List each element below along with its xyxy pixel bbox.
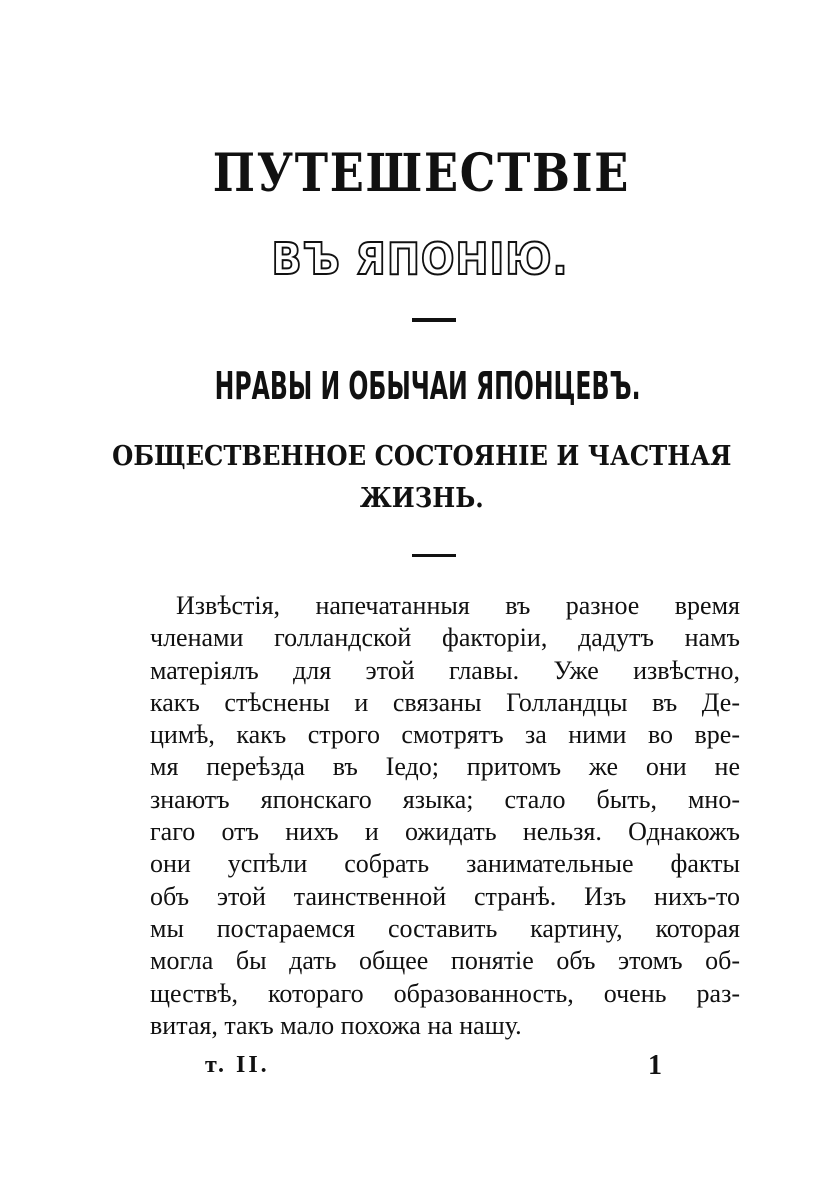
page-number: 1 — [648, 1050, 662, 1081]
text-line: ществѣ, котораго образованность, очень раз- — [150, 978, 740, 1008]
signature-mark: т. II. — [205, 1052, 270, 1078]
text-line: какъ стѣснены и связаны Голландцы въ Де- — [150, 687, 740, 717]
text-line: могла бы дать общее понятіе объ этомъ об- — [150, 946, 740, 976]
text-line: витая, такъ мало похожа на нашу. — [150, 1010, 522, 1040]
section-heading — [44, 436, 800, 520]
book-subtitle: ВЪ ЯПОНІЮ. — [271, 234, 569, 285]
text-line: матеріялъ для этой главы. Уже извѣстно, — [150, 655, 740, 685]
text-line: объ этой таинственной странѣ. Изъ нихъ-то — [150, 881, 740, 911]
text-line: членами голландской факторіи, дадутъ намъ — [150, 623, 740, 653]
section-heading-line-1: ОБЩЕСТВЕННОЕ СОСТОЯНІЕ И ЧАСТНАЯ — [112, 441, 732, 472]
section-divider — [412, 554, 456, 557]
body-paragraph — [150, 590, 740, 1042]
page-footer — [0, 1052, 840, 1086]
text-line: гаго отъ нихъ и ожидать нельзя. Однакожъ — [150, 817, 740, 847]
text-line: они успѣли собрать занимательные факты — [150, 849, 740, 879]
text-line: мя переѣзда въ Іедо; притомъ же они не — [150, 752, 740, 782]
section-heading-line-2: ЖИЗНЬ. — [359, 483, 484, 514]
text-line: знаютъ японскаго языка; стало быть, мно- — [150, 784, 740, 814]
title-divider — [412, 318, 456, 322]
text-line: цимѣ, какъ строго смотрятъ за ними во вре- — [150, 720, 740, 750]
chapter-heading: НРАВЫ И ОБЫЧАИ ЯПОНЦЕВЪ. — [214, 364, 641, 408]
book-title: ПУТЕШЕСТВІЕ — [212, 143, 631, 204]
text-line: Извѣстія, напечатанныя въ разное время — [176, 591, 740, 620]
text-line: мы постараемся составить картину, которая — [150, 913, 740, 943]
